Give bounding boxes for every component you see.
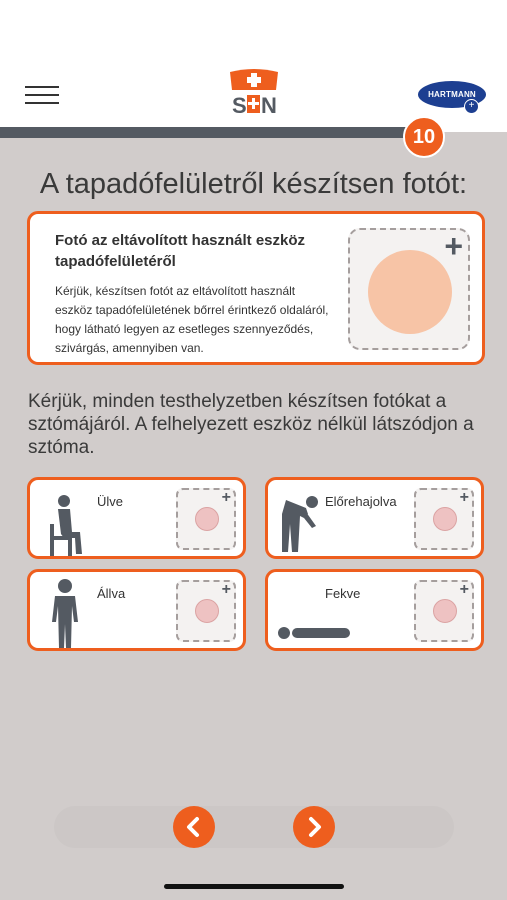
photo-placeholder-sitting[interactable] xyxy=(176,488,236,550)
photo-placeholder-standing[interactable] xyxy=(176,580,236,642)
position-label-sitting: Ülve xyxy=(97,494,124,509)
stoma-thumbnail-icon xyxy=(195,599,219,623)
hamburger-menu-icon[interactable] xyxy=(25,86,59,106)
progress-bar xyxy=(0,127,420,138)
adhesive-photo-card[interactable] xyxy=(27,211,485,365)
photo-placeholder-lying[interactable] xyxy=(414,580,474,642)
photo-placeholder-bending[interactable] xyxy=(414,488,474,550)
next-button[interactable] xyxy=(293,806,335,848)
position-label-standing: Állva xyxy=(97,586,126,601)
svg-text:N: N xyxy=(261,93,277,116)
previous-button[interactable] xyxy=(173,806,215,848)
position-label-lying: Fekve xyxy=(325,586,361,601)
add-photo-plus-icon[interactable]: + xyxy=(221,489,231,506)
stoma-thumbnail-icon xyxy=(433,507,457,531)
standing-person-icon xyxy=(50,578,80,650)
add-photo-plus-icon[interactable]: + xyxy=(444,228,463,264)
svg-text:S: S xyxy=(232,93,247,116)
sitting-person-icon xyxy=(44,494,88,558)
position-card-lying[interactable] xyxy=(265,569,484,651)
position-card-bending[interactable] xyxy=(265,477,484,559)
position-card-sitting[interactable] xyxy=(27,477,246,559)
position-label-bending: Előrehajolva xyxy=(325,494,397,509)
add-photo-plus-icon[interactable]: + xyxy=(459,581,469,598)
photo-card-description: Kérjük, készítsen fotót az eltávolított használt eszköz tapadófelületének bőrrel érintkező oldaláról, hogy látható legyen az esetleges szennyeződés, szivárgás, amennyiben van. xyxy=(55,284,329,355)
bending-person-icon xyxy=(276,490,326,558)
add-photo-plus-icon[interactable]: + xyxy=(221,581,231,598)
hartmann-cross-icon: + xyxy=(464,99,479,114)
top-bar xyxy=(0,0,507,132)
photo-card-title: Fotó az eltávolított használt eszköz tapadófelületéről xyxy=(55,232,306,270)
stoma-thumbnail-icon xyxy=(195,507,219,531)
chevron-left-icon xyxy=(173,806,215,848)
bottom-navigation xyxy=(54,806,454,848)
home-indicator[interactable] xyxy=(164,884,344,889)
page-title: A tapadófelületről készítsen fotót: xyxy=(39,168,468,200)
adhesive-ring-icon xyxy=(368,250,452,334)
app-logo xyxy=(228,68,280,116)
adhesive-photo-placeholder[interactable] xyxy=(348,228,470,350)
instructions-text: Kérjük, minden testhelyzetben készítsen fotókat a sztómájáról. A felhelyezett eszköz nélkül látszódjon a sztóma. xyxy=(28,391,474,458)
step-number-badge: 10 xyxy=(403,116,445,158)
chevron-right-icon xyxy=(293,806,335,848)
hartmann-logo: HARTMANN xyxy=(418,81,486,108)
lying-person-icon xyxy=(276,624,352,642)
add-photo-plus-icon[interactable]: + xyxy=(459,489,469,506)
position-card-standing[interactable] xyxy=(27,569,246,651)
stoma-thumbnail-icon xyxy=(433,599,457,623)
